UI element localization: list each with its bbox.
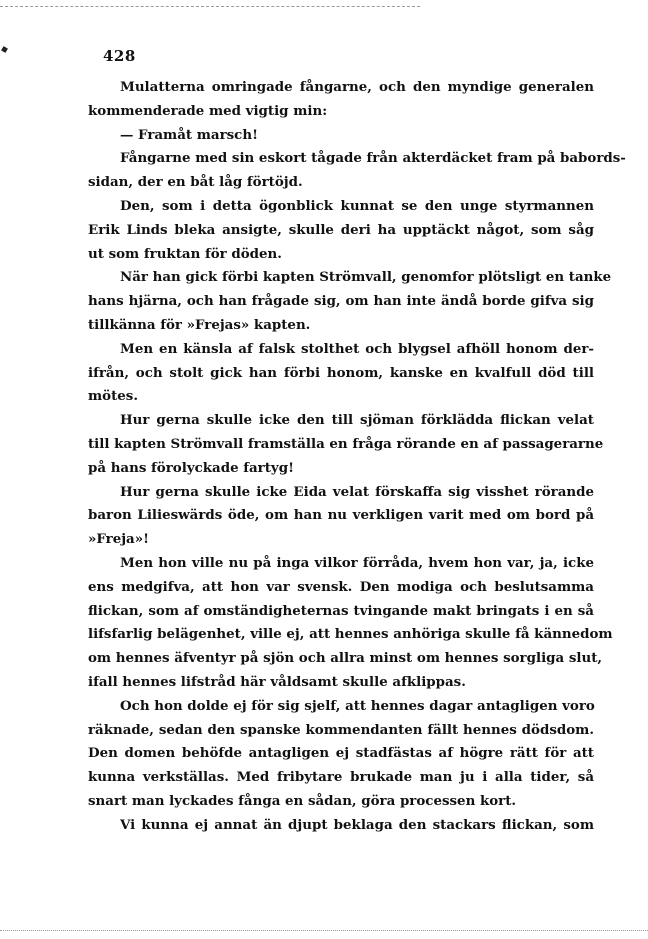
text-line: Mulatterna omringade fångarne, och den myndige generalen: [120, 79, 594, 95]
text-line: baron Lilieswärds öde, om han nu verkligen varit med om bord på: [88, 507, 594, 524]
text-line: Vi kunna ej annat än djupt beklaga den stackars flickan, som: [120, 816, 594, 833]
page-number: 428: [103, 47, 136, 65]
text-line: på hans förolyckade fartyg!: [88, 459, 294, 476]
text-line: räknade, sedan den spanske kommendanten fällt hennes dödsdom.: [88, 721, 594, 738]
text-line: Den, som i detta ögonblick kunnat se den unge styrmannen: [120, 197, 594, 214]
text-line: tillkänna för »Frejas» kapten.: [88, 316, 311, 333]
text-line: ifrån, och stolt gick han förbi honom, kanske en kvalfull död till: [88, 364, 594, 381]
text-line: lifsfarlig belägenhet, ville ej, att hennes anhöriga skulle få kännedom: [88, 626, 613, 643]
text-line: kunna verkställas. Med fribytare brukade man ju i alla tider, så: [88, 769, 594, 786]
text-line: sidan, der en båt låg förtöjd.: [88, 174, 303, 191]
text-line: hans hjärna, och han frågade sig, om han inte ändå borde gifva sig: [88, 293, 594, 310]
text-line: mötes.: [88, 388, 139, 405]
text-line: När han gick förbi kapten Strömvall, genomfor plötsligt en tanke: [120, 269, 612, 286]
text-line: till kapten Strömvall framställa en fråga rörande en af passagerarne: [88, 435, 604, 452]
text-line: snart man lyckades fånga en sådan, göra processen kort.: [88, 792, 517, 809]
text-line: Erik Linds bleka ansigte, skulle deri ha upptäckt något, som såg: [88, 221, 594, 238]
text-line: Hur gerna skulle icke Eida velat förskaffa sig visshet rörande: [120, 483, 594, 500]
text-line: Fångarne med sin eskort tågade från akterdäcket fram på babords-: [120, 150, 626, 167]
text-line: Men en känsla af falsk stolthet och blygsel afhöll honom der-: [120, 340, 594, 357]
text-line: ens medgifva, att hon var svensk. Den modiga och beslutsamma: [88, 578, 594, 595]
text-line: »Freja»!: [88, 531, 149, 548]
margin-speck: [1, 46, 8, 53]
bottom-edge-rule: [0, 930, 648, 931]
text-line: om hennes äfventyr på sjön och allra minst om hennes sorgliga slut,: [88, 650, 603, 667]
text-line: flickan, som af omständigheternas tvingande makt bringats i en så: [88, 602, 594, 619]
text-line: Hur gerna skulle icke den till sjöman förklädda flickan velat: [120, 412, 594, 429]
text-line: ifall hennes lifstråd här våldsamt skulle afklippas.: [88, 673, 466, 690]
text-line: — Framåt marsch!: [120, 126, 258, 143]
text-line: kommenderade med vigtig min:: [88, 102, 328, 119]
text-line: ut som fruktan för döden.: [88, 245, 282, 262]
text-line: Och hon dolde ej för sig sjelf, att hennes dagar antagligen voro: [120, 697, 595, 714]
top-edge-rule: [0, 6, 420, 7]
body-text: [88, 76, 626, 838]
text-line: Men hon ville nu på inga vilkor förråda, hvem hon var, ja, icke: [120, 554, 594, 571]
text-line: Den domen behöfde antagligen ej stadfästas af högre rätt för att: [88, 745, 594, 762]
